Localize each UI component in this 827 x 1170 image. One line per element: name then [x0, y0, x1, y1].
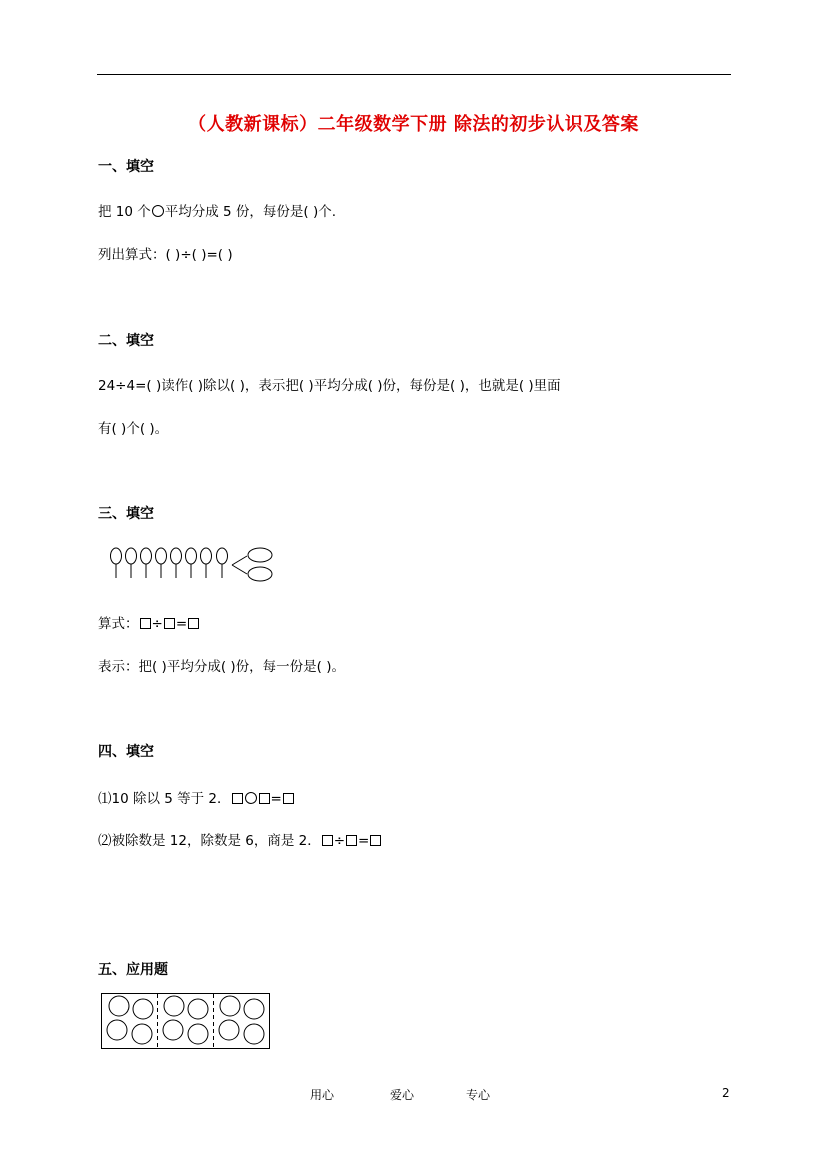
circle: [244, 1024, 264, 1044]
divide-sign: ÷: [333, 833, 346, 849]
balloons-figure: [104, 544, 279, 584]
equals-sign: =: [175, 616, 188, 632]
blank-box: [283, 793, 294, 804]
footer-word-3: 专心: [466, 1088, 491, 1102]
circle: [219, 1020, 239, 1040]
circles-grouping-figure: [100, 992, 274, 1052]
s3-formula: [98, 612, 200, 632]
s4-q1-text: ⑴10 除以 5 等于 2．: [98, 791, 231, 807]
branch-lines: [232, 556, 247, 574]
divide-sign: ÷: [151, 616, 163, 632]
equals-sign: =: [358, 833, 370, 849]
s3-formula-label: 算式：: [98, 616, 139, 632]
circle-symbol: [152, 205, 164, 217]
s4-question-1: [98, 787, 295, 807]
balloon: [156, 548, 167, 578]
s2-line-1: 24÷4=( )读作( )除以( )，表示把( )平均分成( )份，每份是( )，也就是( )里面: [98, 378, 561, 394]
page-title: （人教新课标）二年级数学下册 除法的初步认识及答案: [188, 114, 639, 135]
s1-text-a: 把 10 个: [98, 204, 151, 220]
balloon: [171, 548, 182, 578]
balloon: [201, 548, 212, 578]
balloon: [111, 548, 122, 578]
circle: [220, 996, 240, 1016]
outer-frame: [102, 994, 270, 1049]
header-rule: [97, 74, 731, 75]
balloon: [217, 548, 228, 578]
section-5-heading: 五、应用题: [98, 962, 168, 978]
blank-box: [259, 793, 270, 804]
equals-sign: =: [270, 791, 282, 807]
footer-word-2: 爱心: [390, 1088, 415, 1102]
footer-word-1: 用心: [310, 1088, 335, 1102]
blank-box: [322, 835, 333, 846]
blank-box: [164, 618, 175, 629]
balloon: [126, 548, 137, 578]
blank-box: [346, 835, 357, 846]
page-number: 2: [722, 1086, 730, 1100]
circle: [163, 1020, 183, 1040]
circle: [132, 1024, 152, 1044]
blank-circle: [245, 792, 257, 804]
circle: [107, 1020, 127, 1040]
s1-text-b: 平均分成 5 份，每份是( )个.: [164, 204, 337, 220]
circle: [164, 996, 184, 1016]
group-ovals: [248, 548, 272, 581]
blank-box: [232, 793, 243, 804]
circle: [188, 1024, 208, 1044]
blank-box: [188, 618, 199, 629]
s1-question: [98, 200, 336, 220]
blank-box: [370, 835, 381, 846]
s1-formula: 列出算式：( )÷( )=( ): [98, 247, 233, 263]
section-2-heading: 二、填空: [98, 333, 154, 349]
s2-line-2: 有( )个( )。: [98, 421, 169, 437]
s4-q2-text: ⑵被除数是 12，除数是 6，商是 2．: [98, 833, 321, 849]
s4-question-2: [98, 829, 382, 849]
circle: [244, 999, 264, 1019]
circle: [188, 999, 208, 1019]
balloon: [186, 548, 197, 578]
section-3-heading: 三、填空: [98, 506, 154, 522]
section-1-heading: 一、填空: [98, 159, 154, 175]
section-4-heading: 四、填空: [98, 744, 154, 760]
s3-meaning: 表示：把( )平均分成( )份，每一份是( )。: [98, 659, 345, 675]
balloon: [141, 548, 152, 578]
circle: [133, 999, 153, 1019]
circle: [109, 996, 129, 1016]
blank-box: [140, 618, 151, 629]
